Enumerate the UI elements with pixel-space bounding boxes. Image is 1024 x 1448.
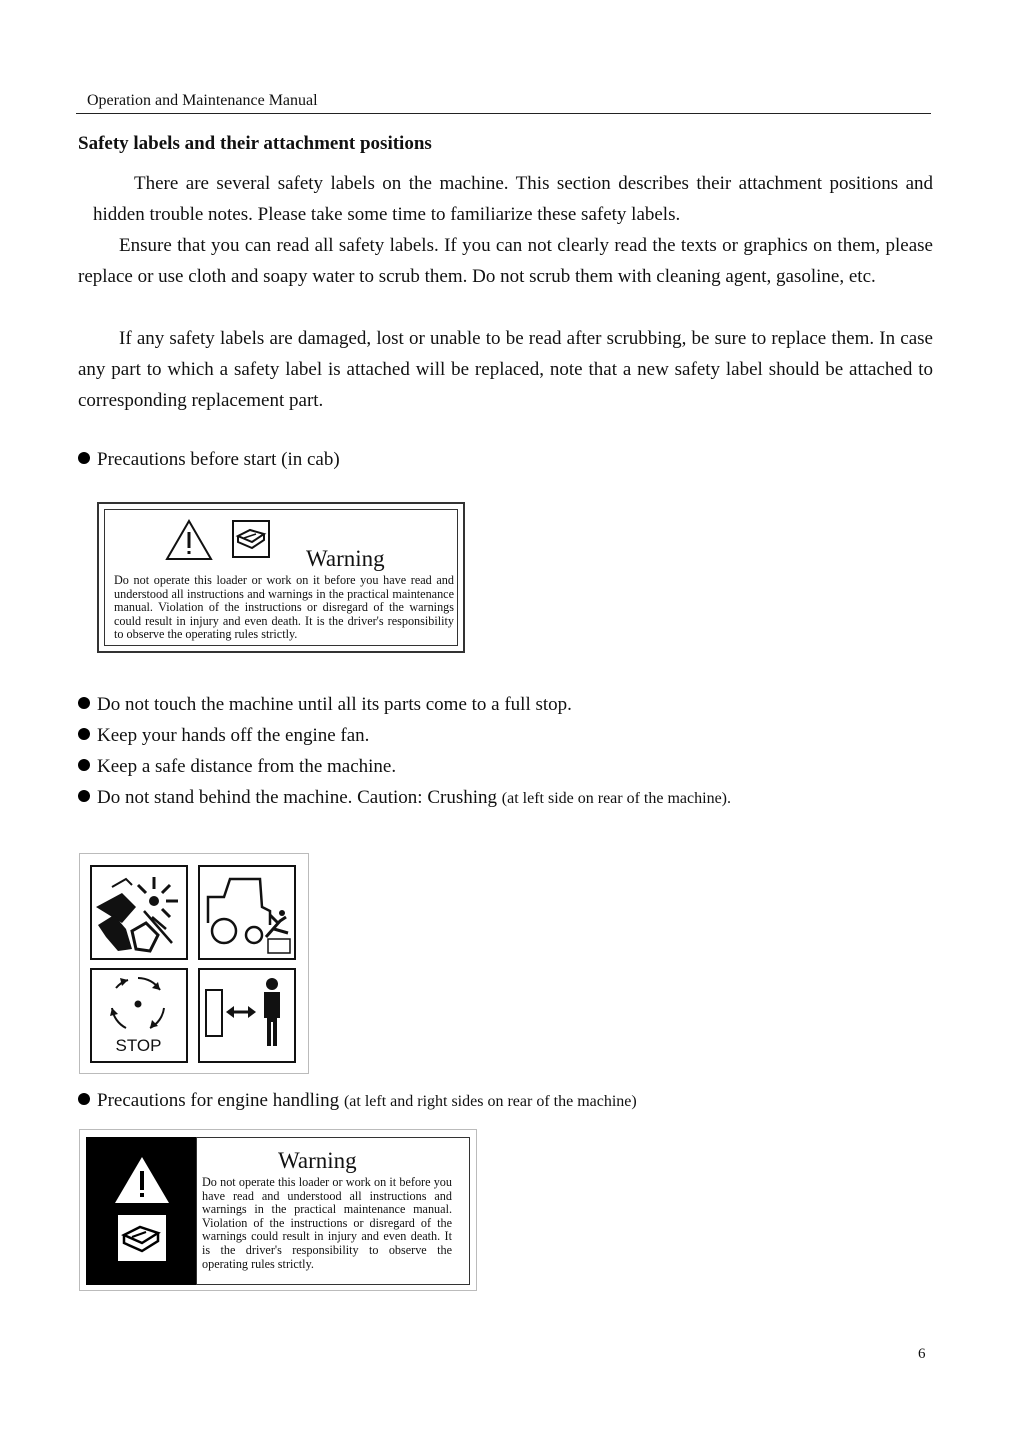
manual-header-title: Operation and Maintenance Manual: [87, 92, 318, 109]
bullet-text: Do not touch the machine until all its parts come to a full stop.: [97, 694, 572, 715]
bullet-dot: [78, 759, 90, 771]
cab-warning-label-frame: [104, 509, 458, 646]
engine-warning-symbol-panel: [86, 1137, 196, 1285]
warning-triangle-icon: [164, 519, 214, 561]
read-labels-paragraph: Ensure that you can read all safety labels. If you can not clearly read the texts or graphics on them, please replace or use cloth and soapy water to scrub them. Do not scrub them with cleaning agent, gasoline, etc.: [78, 235, 933, 287]
keep-distance-icon: [200, 970, 293, 1060]
loader-person-icon: [200, 867, 293, 957]
cab-warning-label: [97, 502, 465, 653]
manual-book-icon: [118, 1215, 166, 1261]
bullet-note: (at left side on rear of the machine).: [501, 790, 731, 807]
stop-text: STOP: [115, 1036, 162, 1055]
intro-paragraph: [78, 168, 933, 230]
bullet-full-stop: [78, 694, 572, 716]
fan-stop-tile: [90, 968, 188, 1063]
cab-warning-title: Warning: [306, 546, 385, 571]
bullet-note: (at left and right sides on rear of the machine): [343, 1093, 637, 1110]
bullet-dot: [78, 452, 90, 464]
engine-warning-label: [79, 1129, 477, 1291]
bullet-text: Precautions before start (in cab): [97, 449, 340, 470]
bullet-text: Do not stand behind the machine. Caution: Crushing: [97, 787, 498, 808]
bullet-dot: [78, 697, 90, 709]
engine-warning-title: Warning: [278, 1148, 357, 1173]
bullet-dot: [78, 1093, 90, 1105]
engine-warning-text-panel: [196, 1137, 470, 1285]
header-divider: [76, 113, 931, 114]
bullet-text: Keep a safe distance from the machine.: [97, 756, 397, 777]
engine-warning-body: Do not operate this loader or work on it before you have read and understood all instructions and warnings in the practical maintenance manual. Violation of the instructions or disregard of the warnings could result in injury and even death. It is the driver's responsibility to observe the operating rules strictly.: [202, 1175, 452, 1271]
page-number: 6: [918, 1346, 926, 1362]
bullet-safe-distance: [78, 756, 396, 778]
bullet-dot: [78, 790, 90, 802]
section-title: Safety labels and their attachment positions: [78, 133, 432, 154]
bullet-dot: [78, 728, 90, 740]
cab-warning-body: Do not operate this loader or work on it before you have read and understood all instructions and warnings in the practical maintenance manual. Violation of the instructions or disregard of the warnings could result in injury and even death. It is the driver's responsibility to observe the operating rules strictly.: [114, 573, 454, 642]
safety-pictogram-grid: [79, 853, 309, 1074]
bullet-text: Keep your hands off the engine fan.: [97, 725, 370, 746]
keep-distance-tile: [198, 968, 296, 1063]
run-over-hazard-tile: [198, 865, 296, 960]
crushing-hand-icon: [92, 867, 185, 957]
replace-labels-paragraph: If any safety labels are damaged, lost or unable to be read after scrubbing, be sure to replace them. In case any part to which a safety label is attached will be replaced, note that a new safety label should be attached to corresponding replacement part.: [78, 328, 933, 411]
manual-book-icon: [232, 520, 270, 558]
bullet-engine-fan: [78, 725, 369, 747]
warning-triangle-icon: [113, 1155, 171, 1205]
bullet-text: Precautions for engine handling: [97, 1090, 340, 1111]
bullet-crushing: [78, 787, 731, 809]
intro-paragraph-text: There are several safety labels on the machine. This section describes their attachment positions and hidden trouble notes. Please take some time to familiarize these safety labels.: [93, 173, 933, 225]
crushing-hazard-tile: [90, 865, 188, 960]
bullet-precautions-cab: [78, 449, 340, 471]
bullet-engine-handling: [78, 1090, 637, 1112]
